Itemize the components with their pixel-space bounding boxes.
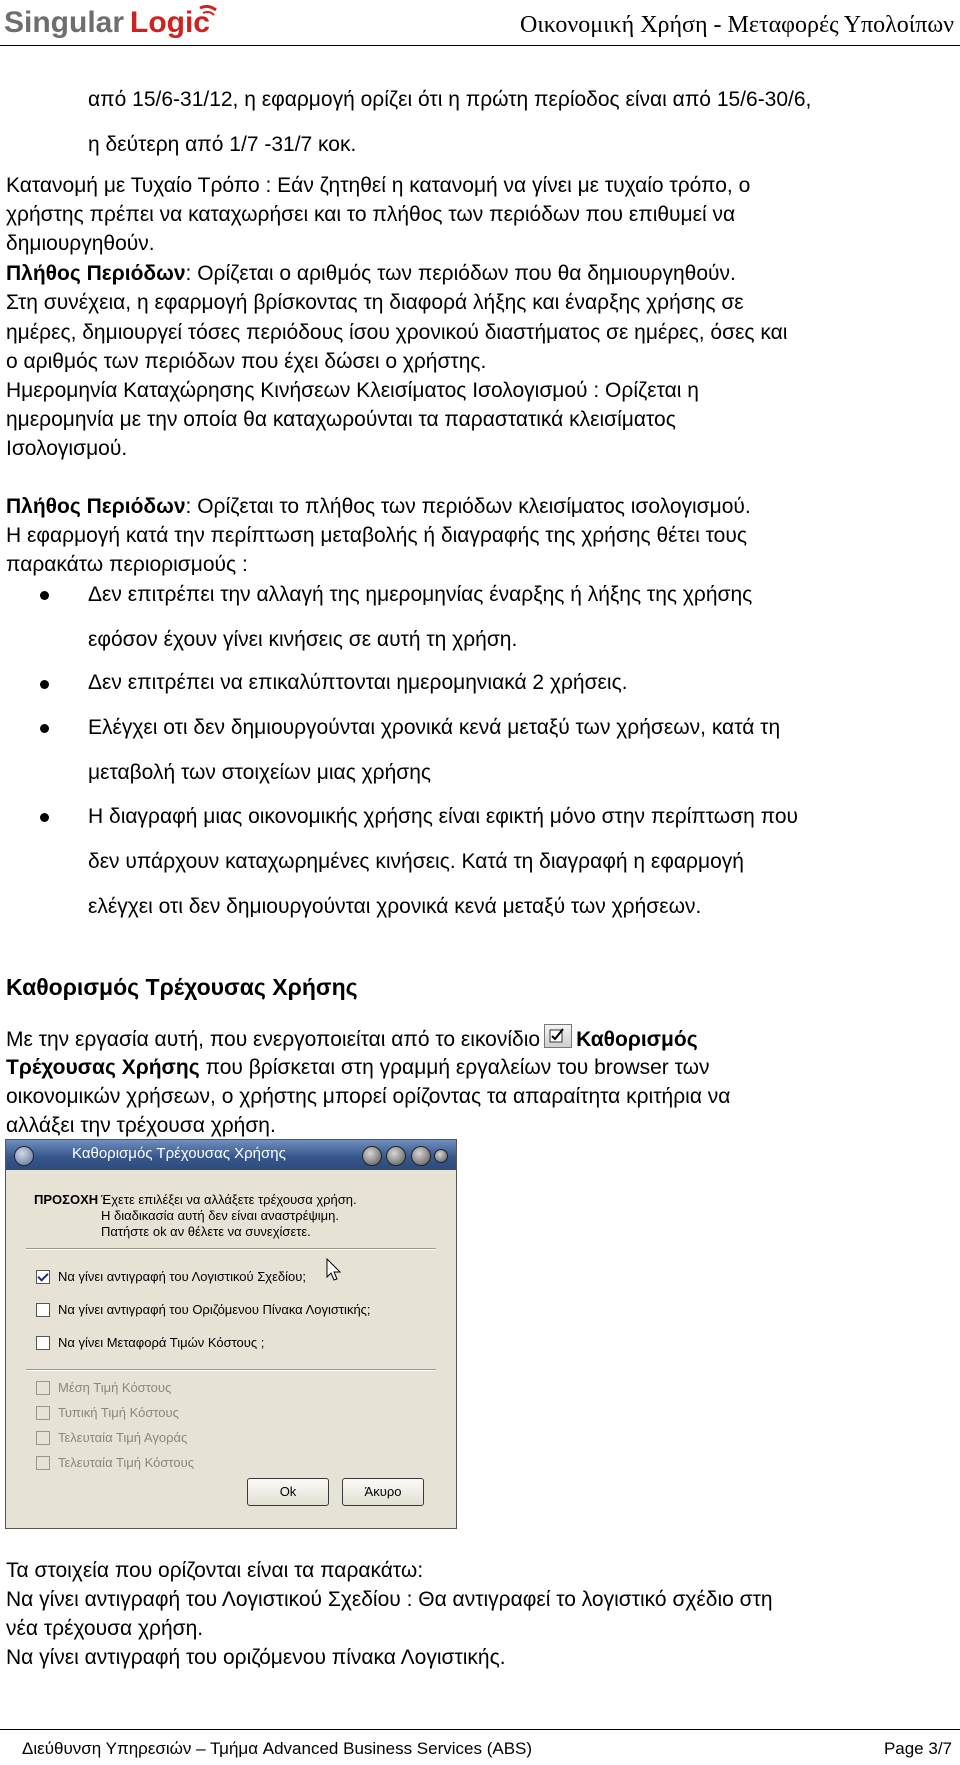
copy-chart-checkbox[interactable]	[36, 1270, 50, 1284]
paragraph-line: Κατανομή με Τυχαίο Τρόπο : Εάν ζητηθεί η κατανομή να γίνει με τυχαίο τρόπο, ο	[6, 174, 751, 197]
last-purchase-checkbox[interactable]	[36, 1431, 50, 1445]
header-divider	[0, 45, 960, 46]
paragraph-line: από 15/6-31/12, η εφαρμογή ορίζει ότι η πρώτη περίοδος είναι από 15/6-30/6,	[88, 88, 812, 111]
last-cost-label: Τελευταία Τιμή Κόστους	[58, 1455, 194, 1470]
paragraph-line: Να γίνει αντιγραφή του Λογιστικού Σχεδίου : Θα αντιγραφεί το λογιστικό σχέδιο στη	[6, 1588, 773, 1611]
periods2-line	[6, 492, 751, 521]
intro-bold-1: Καθορισμός	[576, 1028, 698, 1051]
bullet-item-line: Η διαγραφή μιας οικονομικής χρήσης είναι εφικτή μόνο στην περίπτωση που	[88, 805, 799, 828]
periods-text: : Ορίζεται ο αριθμός των περιόδων που θα δημιουργηθούν.	[185, 262, 736, 285]
logo-text-singular: Singular	[4, 6, 125, 39]
copy-table-checkbox[interactable]	[36, 1303, 50, 1317]
bullet-item-line: ελέγχει οτι δεν δημιουργούνται χρονικά κενά μεταξύ των χρήσεων.	[88, 895, 702, 918]
intro-text-a: Με την εργασία αυτή, που ενεργοποιείται από το εικονίδιο	[6, 1028, 541, 1051]
section-title: Καθορισμός Τρέχουσας Χρήσης	[6, 974, 358, 1000]
close-icon[interactable]	[411, 1146, 431, 1166]
page-header	[0, 0, 960, 46]
warning-text: Έχετε επιλέξει να αλλάξετε τρέχουσα χρήση. Η διαδικασία αυτή δεν είναι αναστρέψιμη. Πατήστε ok αν θέλετε να συνεχίσετε.	[101, 1192, 357, 1239]
periods-line	[6, 259, 736, 288]
bullet-item-line: μεταβολή των στοιχείων μιας χρήσης	[88, 761, 432, 784]
transfer-cost-checkbox[interactable]	[36, 1336, 50, 1350]
paragraph-line: ημερομηνία με την οποία θα καταχωρούνται τα παραστατικά κλεισίματος	[6, 408, 676, 431]
bullet-dot	[40, 591, 49, 600]
current-year-dialog	[5, 1139, 457, 1529]
last-cost-checkbox[interactable]	[36, 1456, 50, 1470]
paragraph-line: Τα στοιχεία που ορίζονται είναι τα παρακάτω:	[6, 1559, 424, 1582]
page-number: Page 3/7	[883, 1739, 952, 1758]
bullet-item-line: Ελέγχει οτι δεν δημιουργούνται χρονικά κενά μεταξύ των χρήσεων, κατά τη	[88, 716, 781, 739]
intro-line-1	[6, 1024, 698, 1054]
copy-table-label: Να γίνει αντιγραφή του Οριζόμενου Πίνακα Λογιστικής;	[58, 1302, 371, 1317]
paragraph-line: ο αριθμός των περιόδων που έχει δώσει ο χρήστης.	[6, 350, 487, 373]
dialog-divider	[26, 1369, 436, 1371]
average-cost-checkbox[interactable]	[36, 1381, 50, 1395]
periods2-text: : Ορίζεται το πλήθος των περιόδων κλεισίματος ισολογισμού.	[185, 495, 751, 518]
bullet-item-line: Δεν επιτρέπει την αλλαγή της ημερομηνίας έναρξης ή λήξης της χρήσης	[88, 583, 753, 606]
mouse-cursor-icon	[326, 1258, 342, 1282]
ok-button[interactable]: Ok	[247, 1478, 329, 1506]
restore-icon[interactable]	[434, 1149, 448, 1163]
bullet-dot	[40, 680, 49, 689]
dialog-title: Καθορισμός Τρέχουσας Χρήσης	[72, 1145, 286, 1162]
minimize-icon[interactable]	[362, 1146, 382, 1166]
window-menu-icon[interactable]	[14, 1146, 34, 1166]
copy-chart-label: Να γίνει αντιγραφή του Λογιστικού Σχεδίου;	[58, 1269, 306, 1284]
warning-label: ΠΡΟΣΟΧΗ :	[34, 1192, 107, 1207]
singularlogic-logo	[4, 2, 224, 42]
footer-divider	[0, 1729, 960, 1730]
periods-label: Πλήθος Περιόδων	[6, 262, 186, 285]
paragraph-line: ημέρες, δημιουργεί τόσες περιόδους ίσου χρονικού διαστήματος σε ημέρες, όσες και	[6, 321, 788, 344]
cancel-button[interactable]: Άκυρο	[342, 1478, 424, 1506]
transfer-cost-label: Να γίνει Μεταφορά Τιμών Κόστους ;	[58, 1335, 265, 1350]
paragraph-line: Να γίνει αντιγραφή του οριζόμενου πίνακα Λογιστικής.	[6, 1646, 506, 1669]
paragraph-line: παρακάτω περιορισμούς :	[6, 553, 248, 576]
intro-line-3: οικονομικών χρήσεων, ο χρήστης μπορεί ορίζοντας τα απαραίτητα κριτήρια να	[6, 1085, 731, 1108]
periods2-label: Πλήθος Περιόδων	[6, 495, 186, 518]
maximize-icon[interactable]	[386, 1146, 406, 1166]
logo-text-logic: Logic	[130, 6, 210, 39]
bullet-dot	[40, 813, 49, 822]
bullet-item-line: δεν υπάρχουν καταχωρημένες κινήσεις. Κατά τη διαγραφή η εφαρμογή	[88, 850, 744, 873]
paragraph-line: χρήστης πρέπει να καταχωρήσει και το πλήθος των περιόδων που επιθυμεί να	[6, 203, 736, 226]
paragraph-line: Η εφαρμογή κατά την περίπτωση μεταβολής ή διαγραφής της χρήσης θέτει τους	[6, 524, 747, 547]
dialog-divider	[26, 1248, 436, 1250]
standard-cost-label: Τυπική Τιμή Κόστους	[58, 1405, 179, 1420]
paragraph-line: η δεύτερη από 1/7 -31/7 κοκ.	[88, 133, 357, 156]
paragraph-line: Στη συνέχεια, η εφαρμογή βρίσκοντας τη διαφορά λήξης και έναρξης χρήσης σε	[6, 291, 744, 314]
paragraph-line: νέα τρέχουσα χρήση.	[6, 1617, 204, 1640]
paragraph-line: Ημερομηνία Καταχώρησης Κινήσεων Κλεισίματος Ισολογισμού : Ορίζεται η	[6, 379, 699, 402]
paragraph-line: δημιουργηθούν.	[6, 232, 155, 255]
average-cost-label: Μέση Τιμή Κόστους	[58, 1380, 172, 1395]
paragraph-line: Ισολογισμού.	[6, 437, 128, 460]
last-purchase-label: Τελευταία Τιμή Αγοράς	[58, 1430, 188, 1445]
checkbox-toolbar-icon	[544, 1024, 572, 1048]
standard-cost-checkbox[interactable]	[36, 1406, 50, 1420]
intro-text-b: που βρίσκεται στη γραμμή εργαλείων του browser των	[205, 1056, 710, 1079]
dialog-titlebar	[6, 1140, 456, 1170]
header-title: Οικονομική Χρήση - Μεταφορές Υπολοίπων	[520, 12, 954, 38]
bullet-item-line: Δεν επιτρέπει να επικαλύπτονται ημερομηνιακά 2 χρήσεις.	[88, 671, 628, 694]
intro-line-4: αλλάξει την τρέχουσα χρήση.	[6, 1114, 276, 1137]
footer-department: Διεύθυνση Υπηρεσιών – Τμήμα Advanced Business Services (ABS)	[22, 1739, 533, 1758]
intro-bold-2: Τρέχουσας Χρήσης	[6, 1056, 200, 1079]
bullet-dot	[40, 724, 49, 733]
intro-line-2	[6, 1053, 710, 1082]
bullet-item-line: εφόσον έχουν γίνει κινήσεις σε αυτή τη χρήση.	[88, 628, 518, 651]
